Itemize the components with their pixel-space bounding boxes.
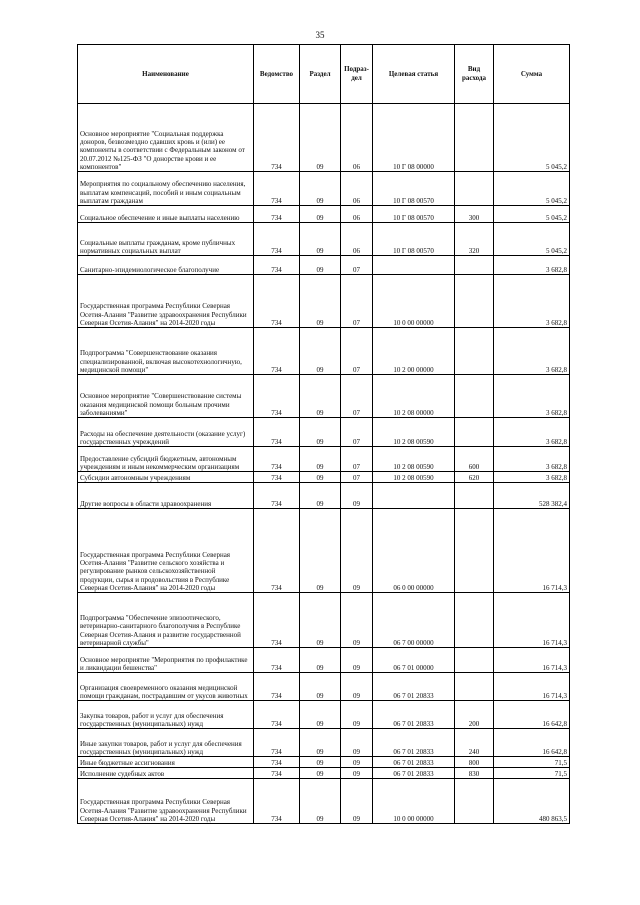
cell-name: Социальное обеспечение и иные выплаты населению bbox=[78, 206, 254, 223]
header-target: Целевая статья bbox=[373, 45, 455, 104]
cell-target bbox=[373, 256, 455, 275]
cell-target: 06 7 01 20833 bbox=[373, 673, 455, 701]
cell-expense-type bbox=[455, 104, 494, 172]
cell-expense-type bbox=[455, 779, 494, 824]
header-department: Ведомство bbox=[254, 45, 300, 104]
cell-target: 10 2 08 00000 bbox=[373, 375, 455, 418]
cell-amount: 16 642,8 bbox=[494, 701, 570, 729]
table-row bbox=[78, 418, 570, 447]
table-row bbox=[78, 509, 570, 593]
cell-amount: 3 682,8 bbox=[494, 472, 570, 483]
cell-amount: 480 863,5 bbox=[494, 779, 570, 824]
cell-section: 09 bbox=[300, 375, 341, 418]
cell-subsection: 09 bbox=[341, 768, 373, 779]
header-amount: Сумма bbox=[494, 45, 570, 104]
cell-amount: 16 714,3 bbox=[494, 648, 570, 673]
table-row bbox=[78, 172, 570, 206]
cell-amount: 16 714,3 bbox=[494, 509, 570, 593]
cell-subsection: 07 bbox=[341, 447, 373, 472]
cell-name: Мероприятия по социальному обеспечению населения, выплатам компенсаций, пособий и иным социальным выплатам гражданам bbox=[78, 172, 254, 206]
cell-amount: 3 682,8 bbox=[494, 447, 570, 472]
cell-section: 09 bbox=[300, 757, 341, 768]
cell-amount: 3 682,8 bbox=[494, 375, 570, 418]
cell-expense-type bbox=[455, 593, 494, 648]
cell-department: 734 bbox=[254, 172, 300, 206]
cell-section: 09 bbox=[300, 779, 341, 824]
cell-section: 09 bbox=[300, 593, 341, 648]
cell-name: Организация своевременного оказания медицинской помощи гражданам, пострадавшим от укусов животных bbox=[78, 673, 254, 701]
cell-amount: 3 682,8 bbox=[494, 418, 570, 447]
cell-target: 10 2 08 00590 bbox=[373, 472, 455, 483]
table-row bbox=[78, 375, 570, 418]
cell-subsection: 09 bbox=[341, 729, 373, 757]
cell-section: 09 bbox=[300, 648, 341, 673]
table-row bbox=[78, 328, 570, 375]
cell-expense-type bbox=[455, 172, 494, 206]
cell-department: 734 bbox=[254, 375, 300, 418]
cell-name: Основное мероприятие "Социальная поддержка доноров, безвозмездно сдавших кровь и (или) ее компоненты в соответствии с Федеральным законом от 20.07.2012 №125-ФЗ "О донорстве крови и ее компонентов" bbox=[78, 104, 254, 172]
table-header-row bbox=[78, 45, 570, 104]
cell-target: 06 7 01 20833 bbox=[373, 768, 455, 779]
page-number: 35 bbox=[315, 30, 325, 40]
cell-target: 10 Г 08 00000 bbox=[373, 104, 455, 172]
cell-subsection: 09 bbox=[341, 509, 373, 593]
cell-department: 734 bbox=[254, 779, 300, 824]
cell-expense-type: 830 bbox=[455, 768, 494, 779]
cell-subsection: 07 bbox=[341, 256, 373, 275]
cell-department: 734 bbox=[254, 757, 300, 768]
cell-section: 09 bbox=[300, 673, 341, 701]
cell-target: 06 7 00 00000 bbox=[373, 593, 455, 648]
table-row bbox=[78, 768, 570, 779]
cell-target: 10 Г 08 00570 bbox=[373, 206, 455, 223]
cell-subsection: 09 bbox=[341, 757, 373, 768]
cell-section: 09 bbox=[300, 256, 341, 275]
cell-expense-type bbox=[455, 256, 494, 275]
cell-expense-type: 300 bbox=[455, 206, 494, 223]
cell-subsection: 09 bbox=[341, 701, 373, 729]
table-row bbox=[78, 673, 570, 701]
cell-section: 09 bbox=[300, 104, 341, 172]
cell-subsection: 09 bbox=[341, 593, 373, 648]
table-row bbox=[78, 104, 570, 172]
cell-department: 734 bbox=[254, 768, 300, 779]
cell-name: Другие вопросы в области здравоохранения bbox=[78, 483, 254, 509]
cell-department: 734 bbox=[254, 701, 300, 729]
cell-amount: 528 382,4 bbox=[494, 483, 570, 509]
table-row bbox=[78, 256, 570, 275]
cell-amount: 3 682,8 bbox=[494, 328, 570, 375]
table-row bbox=[78, 779, 570, 824]
cell-subsection: 06 bbox=[341, 206, 373, 223]
cell-subsection: 09 bbox=[341, 483, 373, 509]
cell-name: Государственная программа Республики Северная Осетия-Алания "Развитие сельского хозяйства и регулирование рынков сельскохозяйственной продукции, сырья и продовольствия в Республике Северная Осетия-Алания" на 2014-2020 годы bbox=[78, 509, 254, 593]
cell-expense-type: 240 bbox=[455, 729, 494, 757]
cell-department: 734 bbox=[254, 483, 300, 509]
cell-section: 09 bbox=[300, 447, 341, 472]
cell-expense-type bbox=[455, 509, 494, 593]
cell-section: 09 bbox=[300, 206, 341, 223]
cell-department: 734 bbox=[254, 729, 300, 757]
cell-target: 10 2 00 00000 bbox=[373, 328, 455, 375]
cell-target: 06 7 01 00000 bbox=[373, 648, 455, 673]
cell-subsection: 06 bbox=[341, 104, 373, 172]
header-expense-type: Вид расхода bbox=[455, 45, 494, 104]
cell-target: 06 7 01 20833 bbox=[373, 701, 455, 729]
cell-target: 10 Г 08 00570 bbox=[373, 223, 455, 256]
cell-name: Государственная программа Республики Северная Осетия-Алания "Развитие здравоохранения Республики Северная Осетия-Алания" на 2014-2020 годы bbox=[78, 779, 254, 824]
cell-expense-type: 320 bbox=[455, 223, 494, 256]
cell-expense-type bbox=[455, 275, 494, 328]
cell-subsection: 09 bbox=[341, 673, 373, 701]
cell-target bbox=[373, 483, 455, 509]
cell-department: 734 bbox=[254, 593, 300, 648]
budget-table bbox=[77, 44, 570, 824]
cell-subsection: 07 bbox=[341, 328, 373, 375]
table-row bbox=[78, 206, 570, 223]
cell-department: 734 bbox=[254, 223, 300, 256]
table-row bbox=[78, 275, 570, 328]
cell-name: Подпрограмма "Обеспечение эпизоотического, ветеринарно-санитарного благополучия в Республике Северная Осетия-Алания и развитие государственной ветеринарной службы" bbox=[78, 593, 254, 648]
header-name: Наименование bbox=[78, 45, 254, 104]
cell-section: 09 bbox=[300, 328, 341, 375]
cell-department: 734 bbox=[254, 509, 300, 593]
cell-target: 06 0 00 00000 bbox=[373, 509, 455, 593]
cell-amount: 5 045,2 bbox=[494, 172, 570, 206]
cell-amount: 3 682,8 bbox=[494, 275, 570, 328]
cell-section: 09 bbox=[300, 768, 341, 779]
cell-department: 734 bbox=[254, 206, 300, 223]
cell-expense-type bbox=[455, 673, 494, 701]
cell-section: 09 bbox=[300, 172, 341, 206]
table-row bbox=[78, 223, 570, 256]
cell-section: 09 bbox=[300, 729, 341, 757]
header-section: Раздел bbox=[300, 45, 341, 104]
cell-subsection: 06 bbox=[341, 223, 373, 256]
cell-expense-type: 200 bbox=[455, 701, 494, 729]
cell-amount: 16 714,3 bbox=[494, 593, 570, 648]
cell-department: 734 bbox=[254, 104, 300, 172]
cell-section: 09 bbox=[300, 701, 341, 729]
table-row bbox=[78, 648, 570, 673]
cell-expense-type: 800 bbox=[455, 757, 494, 768]
cell-expense-type: 600 bbox=[455, 447, 494, 472]
cell-department: 734 bbox=[254, 328, 300, 375]
table-row bbox=[78, 729, 570, 757]
cell-amount: 16 714,3 bbox=[494, 673, 570, 701]
header-subsection: Подраз-дел bbox=[341, 45, 373, 104]
cell-section: 09 bbox=[300, 223, 341, 256]
cell-expense-type bbox=[455, 328, 494, 375]
cell-amount: 5 045,2 bbox=[494, 223, 570, 256]
cell-subsection: 09 bbox=[341, 648, 373, 673]
table-row bbox=[78, 757, 570, 768]
cell-amount: 71,5 bbox=[494, 768, 570, 779]
cell-name: Исполнение судебных актов bbox=[78, 768, 254, 779]
cell-name: Иные закупки товаров, работ и услуг для обеспечения государственных (муниципальных) нужд bbox=[78, 729, 254, 757]
cell-target: 06 7 01 20833 bbox=[373, 729, 455, 757]
cell-amount: 5 045,2 bbox=[494, 104, 570, 172]
cell-department: 734 bbox=[254, 418, 300, 447]
cell-expense-type: 620 bbox=[455, 472, 494, 483]
cell-subsection: 06 bbox=[341, 172, 373, 206]
cell-amount: 16 642,8 bbox=[494, 729, 570, 757]
cell-subsection: 07 bbox=[341, 418, 373, 447]
cell-name: Санитарно-эпидемиологическое благополучие bbox=[78, 256, 254, 275]
cell-expense-type bbox=[455, 648, 494, 673]
cell-target: 10 Г 08 00570 bbox=[373, 172, 455, 206]
cell-department: 734 bbox=[254, 472, 300, 483]
cell-department: 734 bbox=[254, 648, 300, 673]
cell-name: Предоставление субсидий бюджетным, автономным учреждениям и иным некоммерческим организациям bbox=[78, 447, 254, 472]
cell-name: Социальные выплаты гражданам, кроме публичных нормативных социальных выплат bbox=[78, 223, 254, 256]
cell-section: 09 bbox=[300, 509, 341, 593]
cell-name: Основное мероприятие "Мероприятия по профилактике и ликвидации бешенства" bbox=[78, 648, 254, 673]
cell-section: 09 bbox=[300, 418, 341, 447]
cell-amount: 3 682,8 bbox=[494, 256, 570, 275]
cell-target: 06 7 01 20833 bbox=[373, 757, 455, 768]
cell-expense-type bbox=[455, 483, 494, 509]
table-row bbox=[78, 447, 570, 472]
cell-name: Иные бюджетные ассигнования bbox=[78, 757, 254, 768]
table-row bbox=[78, 472, 570, 483]
table-row bbox=[78, 483, 570, 509]
cell-section: 09 bbox=[300, 275, 341, 328]
cell-target: 10 0 00 00000 bbox=[373, 275, 455, 328]
cell-amount: 5 045,2 bbox=[494, 206, 570, 223]
table-row bbox=[78, 701, 570, 729]
cell-department: 734 bbox=[254, 275, 300, 328]
table-body bbox=[78, 104, 570, 824]
cell-subsection: 07 bbox=[341, 472, 373, 483]
cell-expense-type bbox=[455, 375, 494, 418]
cell-department: 734 bbox=[254, 256, 300, 275]
cell-name: Подпрограмма "Совершенствование оказания специализированной, включая высокотехнологичную, медицинской помощи" bbox=[78, 328, 254, 375]
cell-amount: 71,5 bbox=[494, 757, 570, 768]
cell-department: 734 bbox=[254, 673, 300, 701]
cell-name: Расходы на обеспечение деятельности (оказание услуг) государственных учреждений bbox=[78, 418, 254, 447]
cell-name: Закупка товаров, работ и услуг для обеспечения государственных (муниципальных) нужд bbox=[78, 701, 254, 729]
cell-target: 10 0 00 00000 bbox=[373, 779, 455, 824]
cell-name: Государственная программа Республики Северная Осетия-Алания "Развитие здравоохранения Республики Северная Осетия-Алания" на 2014-2020 годы bbox=[78, 275, 254, 328]
cell-section: 09 bbox=[300, 472, 341, 483]
table-row bbox=[78, 593, 570, 648]
cell-expense-type bbox=[455, 418, 494, 447]
cell-name: Основное мероприятие "Совершенствование системы оказания медицинской помощи больным прочими заболеваниями" bbox=[78, 375, 254, 418]
cell-target: 10 2 08 00590 bbox=[373, 447, 455, 472]
cell-subsection: 07 bbox=[341, 375, 373, 418]
cell-section: 09 bbox=[300, 483, 341, 509]
cell-subsection: 07 bbox=[341, 275, 373, 328]
cell-subsection: 09 bbox=[341, 779, 373, 824]
cell-target: 10 2 08 00590 bbox=[373, 418, 455, 447]
cell-department: 734 bbox=[254, 447, 300, 472]
cell-name: Субсидии автономным учреждениям bbox=[78, 472, 254, 483]
